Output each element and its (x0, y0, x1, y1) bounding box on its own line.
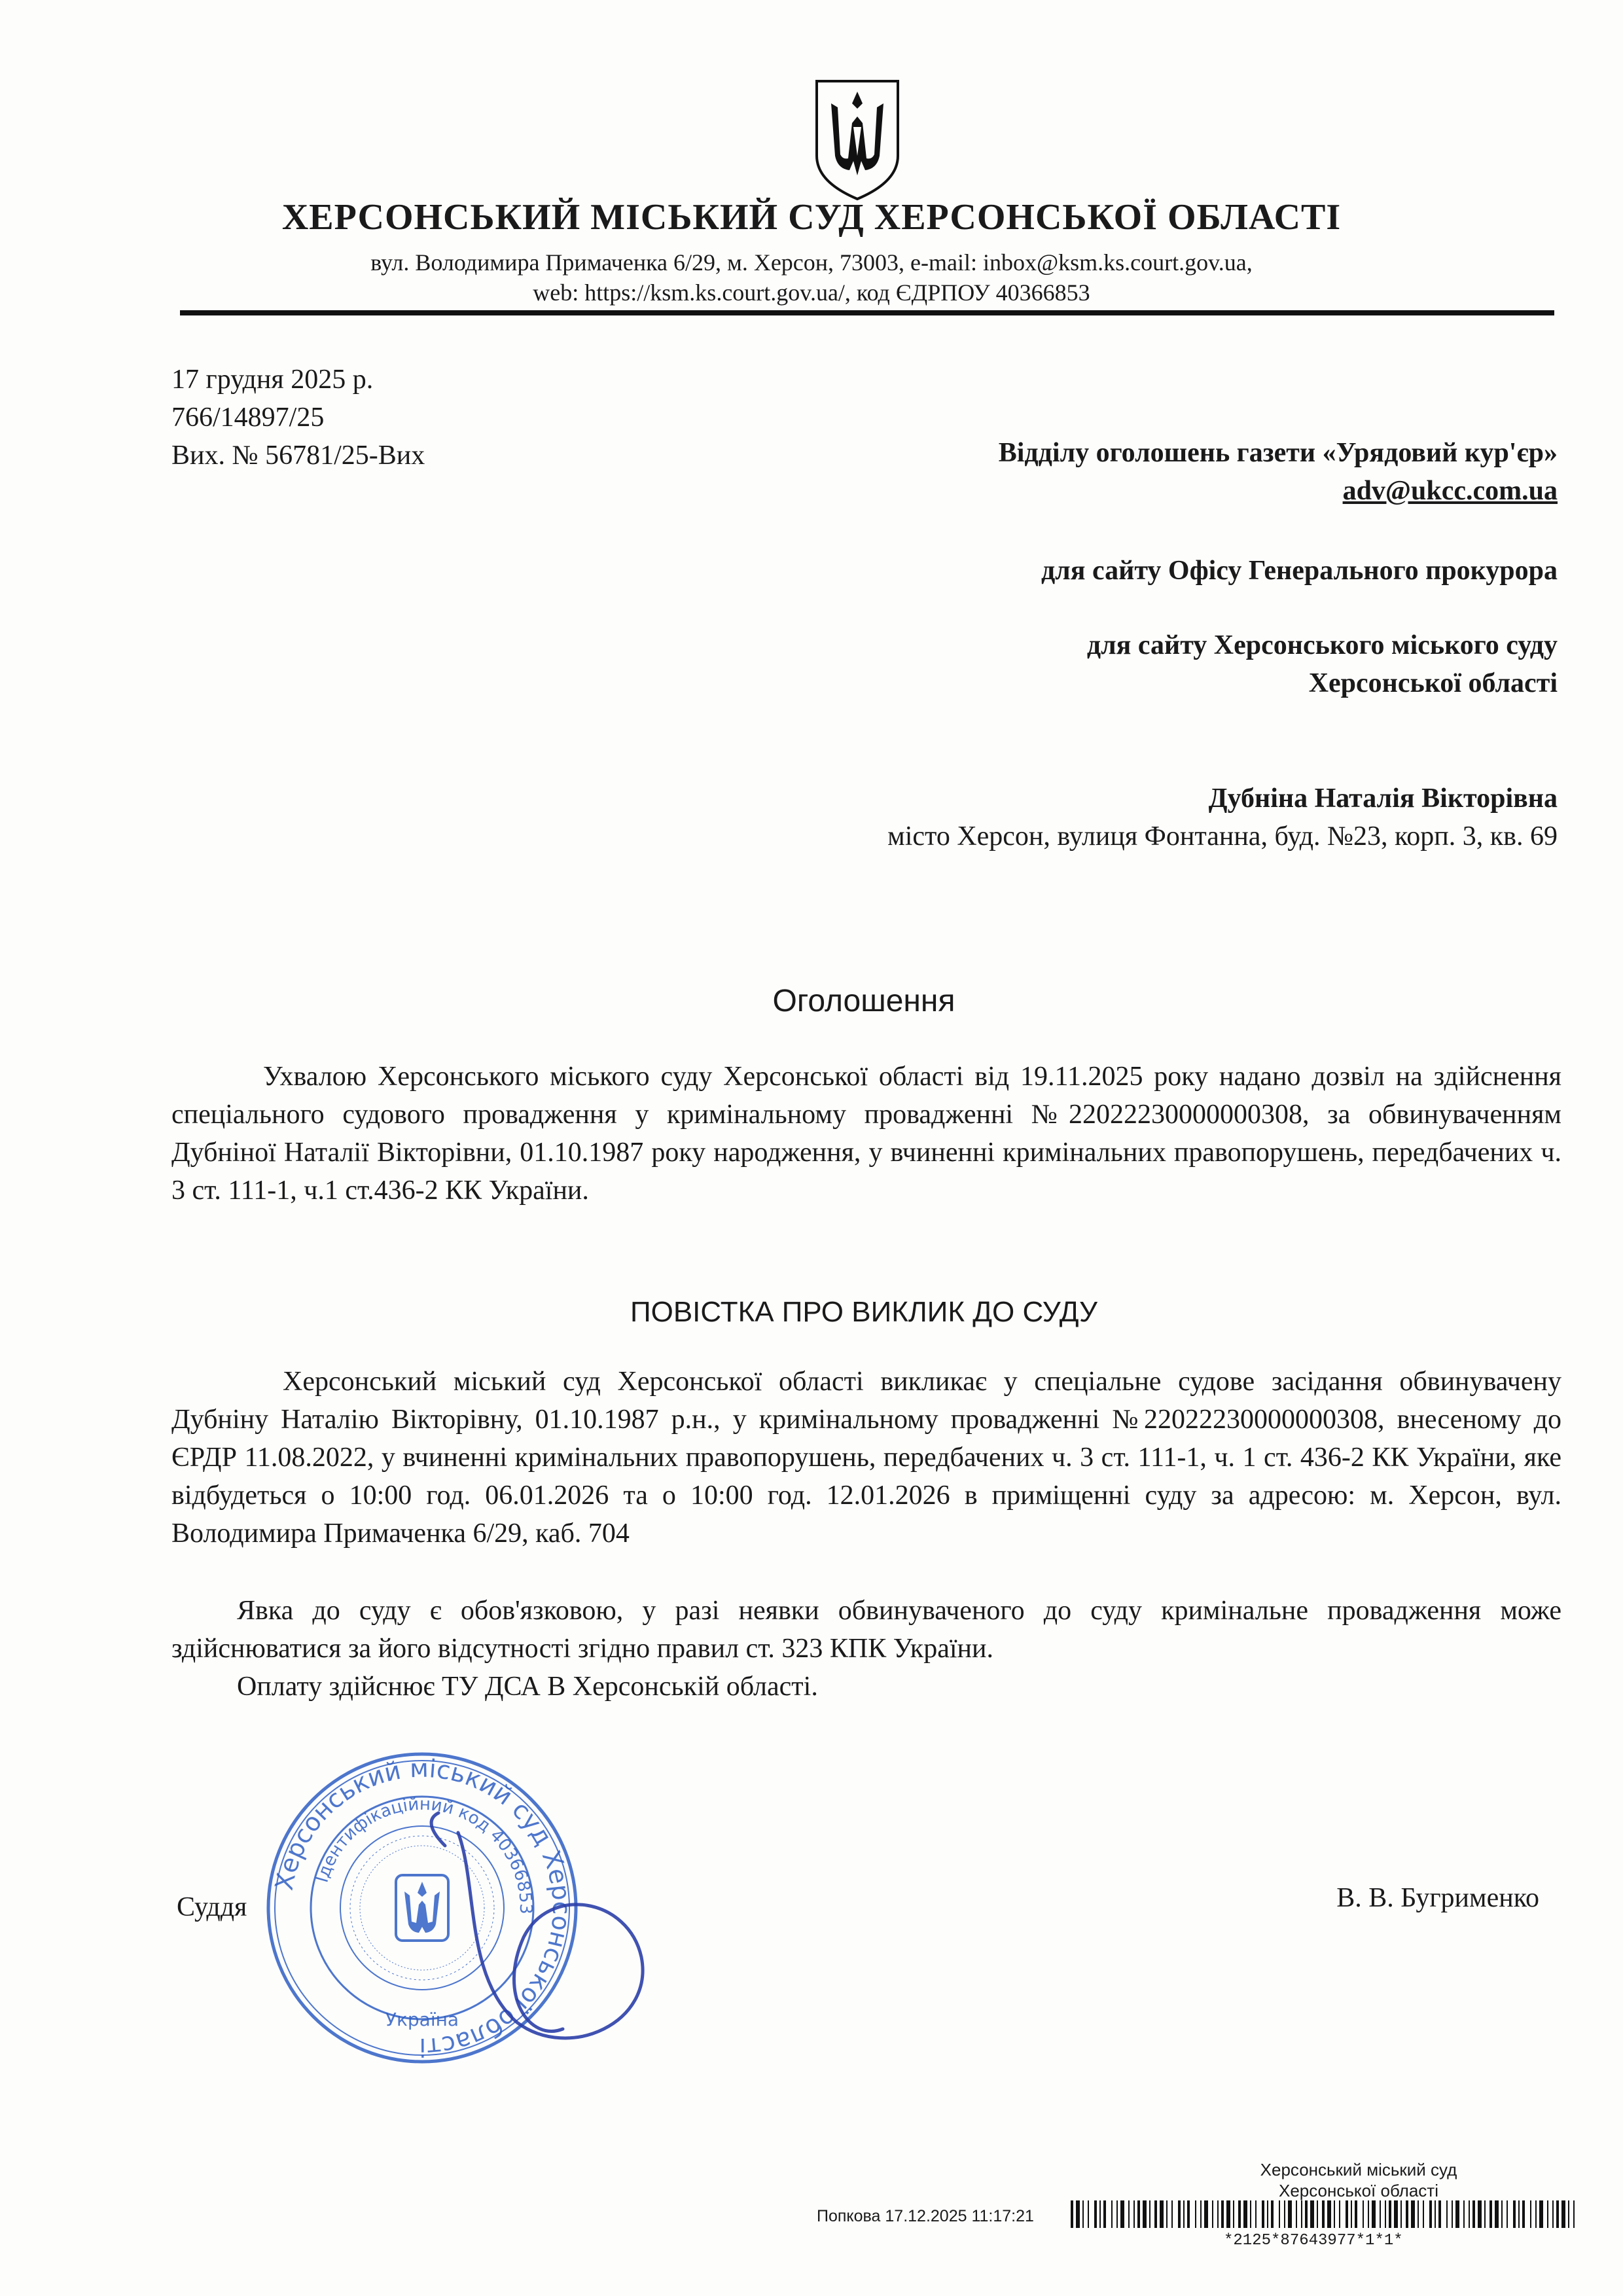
judge-signature-icon (419, 1806, 668, 2068)
court-title: ХЕРСОНСЬКИЙ МІСЬКИЙ СУД ХЕРСОНСЬКОЇ ОБЛАСТІ (281, 197, 1342, 238)
case-number: 766/14897/25 (171, 403, 325, 433)
attendance-paragraph: Явка до суду є обов'язковою, у разі неявки обвинуваченого до суду кримінальне провадження може здійснюватися за його відсутності згідно правил ст. 323 КПК України. (171, 1596, 1561, 1664)
recipient-court-site: для сайту Херсонського міського суду (1086, 630, 1558, 660)
registration-court: Херсонський міський суд (1260, 2160, 1457, 2179)
registration-code: *2125*87643977*1*1* (1224, 2232, 1403, 2250)
announcement-title: Оголошення (772, 984, 955, 1018)
recipient-newspaper: Відділу оголошень газети «Урядовий кур'єр» (998, 438, 1558, 468)
seal-country-text: Україна (385, 2009, 459, 2030)
outgoing-number: Вих. № 56781/25-Вих (171, 440, 425, 471)
coat-of-arms-icon (812, 77, 903, 202)
court-address: вул. Володимира Примаченка 6/29, м. Херсон, 73003, e-mail: inbox@ksm.ks.court.gov.ua, (370, 249, 1253, 276)
registration-region: Херсонської області (1279, 2181, 1438, 2200)
court-website: web: https://ksm.ks.court.gov.ua/, код ЄДРПОУ 40366853 (533, 279, 1090, 306)
recipient-accused-name: Дубніна Наталія Вікторівна (1208, 783, 1558, 814)
seal-inner-text: Ідентифікаційний код 40366853 (312, 1794, 536, 1914)
recipient-accused-address: місто Херсон, вулиця Фонтанна, буд. №23, корп. 3, кв. 69 (887, 821, 1558, 852)
summons-paragraph: Херсонський міський суд Херсонської області викликає у спеціальне судове засідання обвинувачену Дубніну Наталію Вікторівну, 01.10.1987 р.н., у кримінальному провадженні №22022230000000308, внесеному до ЄРДР 11.08.2022, у вчиненні кримінальних правопорушень, передбачених ч. 3 ст. 111-1, ч. 1 ст. 436-2 КК України, яке відбудеться о 10:00 год. 06.01.2026 та о 10:00 год. 12.01.2026 в приміщенні суду за адресою: м. Херсон, вул. Володимира Примаченка 6/29, каб. 704 (171, 1367, 1561, 1549)
recipient-court-site-region: Херсонської області (1308, 668, 1558, 698)
payment-paragraph: Оплату здійснює ТУ ДСА В Херсонській області. (237, 1672, 818, 1702)
seal-outer-text: Херсонський міський суд Херсонської області (269, 1753, 577, 2062)
judge-name: В. В. Бугрименко (1336, 1883, 1539, 1913)
announcement-paragraph: Ухвалою Херсонського міського суду Херсонської області від 19.11.2025 року надано дозвіл на здійснення спеціального судового провадження у кримінальному провадженні №22022230000000308, за обвинуваченням Дубніної Наталії Вікторівни, 01.10.1987 року народження, у вчиненні кримінальних правопорушень, передбачених ч. 3 ст. 111-1, ч.1 ст.436-2 КК України. (171, 1062, 1561, 1206)
recipient-prosecutor: для сайту Офісу Генерального прокурора (1041, 556, 1558, 586)
judge-label: Суддя (177, 1892, 247, 1922)
header-divider (180, 310, 1554, 315)
registration-stamp: Попкова 17.12.2025 11:17:21 (817, 2207, 1034, 2225)
document-date: 17 грудня 2025 р. (171, 365, 374, 395)
barcode-icon (1071, 2200, 1575, 2228)
recipient-email-link[interactable]: adv@ukcc.com.ua (1342, 476, 1558, 506)
summons-title: ПОВІСТКА ПРО ВИКЛИК ДО СУДУ (630, 1296, 1097, 1328)
